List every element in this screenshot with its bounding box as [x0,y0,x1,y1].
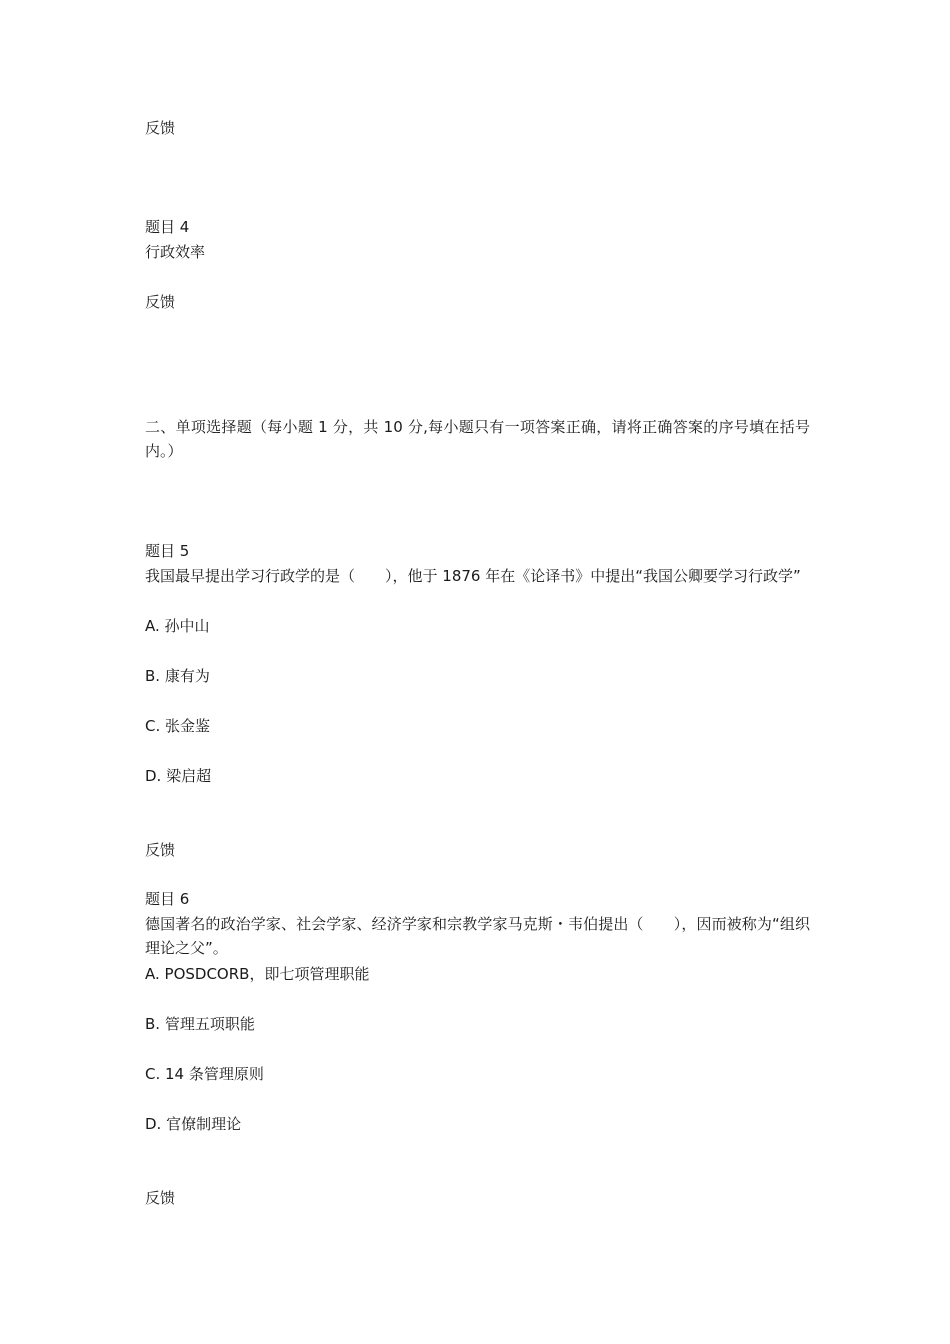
feedback-label: 反馈 [145,293,176,311]
feedback-label: 反馈 [145,119,176,137]
option-b: B. 康有为 [145,667,210,685]
feedback-label: 反馈 [145,1189,176,1207]
section-heading: 二、单项选择题（每小题 1 分，共 10 分,每小题只有一项答案正确，请将正确答案的序号填在括号内。） [145,418,810,460]
question-stem: 德国著名的政治学家、社会学家、经济学家和宗教学家马克斯・韦伯提出（ ），因而被称为“组织理论之父”。 [145,915,810,957]
option-c: C. 14 条管理原则 [145,1065,264,1083]
option-a: A. 孙中山 [145,617,210,635]
option-c: C. 张金鉴 [145,717,211,735]
option-d: D. 梁启超 [145,767,212,785]
question-title: 题目 5 [145,542,190,560]
option-d: D. 官僚制理论 [145,1115,242,1133]
option-a: A. POSDCORB，即七项管理职能 [145,965,370,983]
question-title: 题目 4 [145,218,190,236]
option-b: B. 管理五项职能 [145,1015,255,1033]
question-text: 行政效率 [145,243,206,261]
question-stem: 我国最早提出学习行政学的是（ ），他于 1876 年在《论译书》中提出“我国公卿要学习行政学” [145,567,801,585]
question-title: 题目 6 [145,890,190,908]
feedback-label: 反馈 [145,841,176,859]
